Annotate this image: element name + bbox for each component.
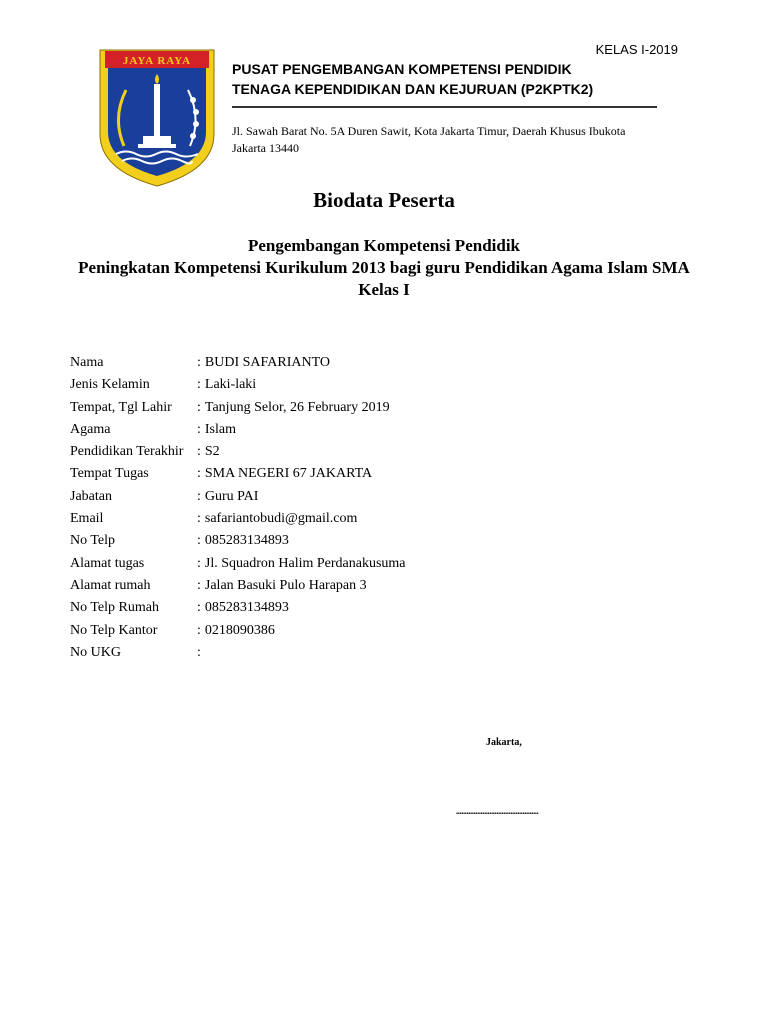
bio-value: Islam	[204, 421, 236, 437]
jaya-raya-emblem	[96, 48, 218, 188]
bio-value-field: : Jalan Basuki Pulo Harapan 3	[197, 577, 367, 593]
org-name-line1: PUSAT PENGEMBANGAN KOMPETENSI PENDIDIK	[232, 61, 572, 77]
bio-value: BUDI SAFARIANTO	[204, 355, 330, 370]
bio-value-field: : Jl. Squadron Halim Perdanakusuma	[197, 555, 406, 571]
monument-base	[143, 136, 171, 144]
document-title: Biodata Peserta	[313, 188, 455, 212]
bio-value-field: : Laki-laki	[197, 377, 257, 393]
bio-label: Pendidikan Terakhir	[70, 444, 184, 460]
bio-value: Tanjung Selor, 26 February 2019	[204, 399, 390, 415]
bio-label: Alamat rumah	[70, 577, 151, 593]
organization-name	[232, 59, 593, 99]
bio-label: Jabatan	[70, 488, 112, 504]
bio-label: No Telp Kantor	[70, 622, 158, 638]
subtitle-line2: Peningkatan Kompetensi Kurikulum 2013 bagi guru Pendidikan Agama Islam SMA	[78, 258, 690, 277]
bio-value-field: : Guru PAI	[197, 488, 259, 504]
bio-value: S2	[204, 444, 220, 460]
bio-label: No Telp	[70, 533, 116, 549]
bio-value-field: : SMA NEGERI 67 JAKARTA	[197, 466, 373, 482]
bio-label: No UKG	[70, 644, 121, 660]
signature-line: ...............................................	[456, 806, 539, 816]
bio-value: 085283134893	[204, 600, 289, 616]
bio-label: Alamat tugas	[70, 555, 145, 571]
address-line1: Jl. Sawah Barat No. 5A Duren Sawit, Kota Jakarta Timur, Daerah Khusus Ibukota	[232, 124, 626, 138]
org-name-line2: TENAGA KEPENDIDIKAN DAN KEJURUAN (P2KPTK2)	[232, 81, 594, 97]
address-line2: Jakarta 13440	[232, 141, 299, 155]
monument-spire	[154, 84, 160, 136]
bio-label: Tempat, Tgl Lahir	[70, 399, 172, 415]
bio-value: safariantobudi@gmail.com	[204, 511, 358, 527]
cotton-1	[190, 97, 196, 103]
bio-value-field: : Islam	[197, 421, 236, 437]
bio-value: Jl. Squadron Halim Perdanakusuma	[204, 555, 406, 571]
cotton-3	[193, 121, 199, 127]
cotton-2	[193, 109, 199, 115]
bio-label: Email	[70, 511, 104, 527]
signature-place: Jakarta,	[486, 737, 522, 748]
bio-label: Nama	[70, 355, 104, 370]
bio-value: Laki-laki	[204, 377, 257, 393]
bio-label: Jenis Kelamin	[70, 377, 150, 393]
bio-value-field: : S2	[197, 444, 220, 460]
bio-label: No Telp Rumah	[70, 600, 159, 616]
subtitle-line3: Kelas I	[358, 280, 410, 299]
document-subtitle	[40, 235, 728, 301]
bio-value: 085283134893	[204, 533, 289, 549]
subtitle-line1: Pengembangan Kompetensi Pendidik	[247, 236, 521, 255]
bio-value-field: : 085283134893	[197, 600, 289, 616]
kelas-code: KELAS I-2019	[595, 42, 678, 57]
banner-text: JAYA RAYA	[122, 55, 192, 67]
organization-address	[232, 123, 672, 157]
monument-plinth	[138, 144, 176, 148]
bio-label: Agama	[70, 421, 111, 437]
bio-value-field: : Tanjung Selor, 26 February 2019	[197, 399, 390, 415]
bio-value: 0218090386	[204, 622, 275, 638]
header-divider	[232, 106, 657, 108]
bio-value-field: :	[197, 644, 201, 660]
bio-value: Jalan Basuki Pulo Harapan 3	[204, 577, 367, 593]
bio-label: Tempat Tugas	[70, 466, 149, 482]
bio-value-field: : BUDI SAFARIANTO	[197, 355, 330, 370]
bio-value-field: : 0218090386	[197, 622, 275, 638]
cotton-4	[190, 133, 196, 139]
bio-value-field: : safariantobudi@gmail.com	[197, 511, 358, 527]
bio-value-field: : 085283134893	[197, 533, 289, 549]
bio-value: SMA NEGERI 67 JAKARTA	[204, 466, 373, 482]
bio-value: Guru PAI	[204, 488, 259, 504]
